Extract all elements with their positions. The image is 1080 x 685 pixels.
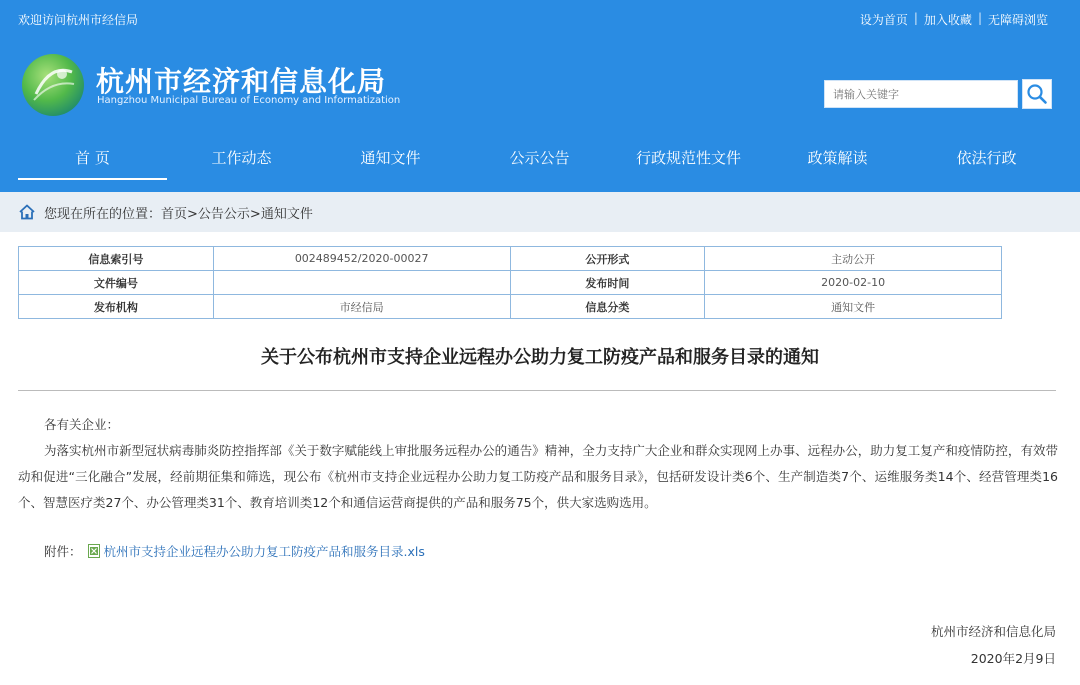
info-label: 发布机构 bbox=[19, 295, 214, 319]
separator: | bbox=[977, 11, 982, 25]
home-icon bbox=[18, 203, 36, 221]
site-title[interactable]: 杭州市经济和信息化局 bbox=[96, 65, 387, 98]
breadcrumb-home[interactable]: 首页> bbox=[161, 206, 198, 222]
info-value: 市经信局 bbox=[213, 295, 510, 319]
breadcrumb-announcements[interactable]: 公告公示> bbox=[197, 206, 261, 222]
info-value: 002489452/2020-00027 bbox=[213, 247, 510, 271]
document-body bbox=[18, 412, 1058, 516]
info-label: 公开形式 bbox=[510, 247, 705, 271]
signature-organization: 杭州市经济和信息化局 bbox=[930, 624, 1056, 639]
info-label: 发布时间 bbox=[510, 271, 705, 295]
excel-file-icon bbox=[88, 544, 100, 558]
info-value bbox=[213, 271, 510, 295]
info-label: 信息索引号 bbox=[19, 247, 214, 271]
set-home-link[interactable]: 设为首页 bbox=[859, 13, 908, 27]
info-value: 2020-02-10 bbox=[705, 271, 1002, 295]
accessible-browse-link[interactable]: 无障碍浏览 bbox=[987, 13, 1048, 27]
breadcrumb-prefix: 您现在所在的位置： bbox=[44, 206, 162, 222]
nav-announcements[interactable]: 公示公告 bbox=[509, 149, 570, 167]
nav-work-news[interactable]: 工作动态 bbox=[211, 149, 272, 167]
signature-date: 2020年2月9日 bbox=[970, 651, 1056, 666]
info-label: 文件编号 bbox=[19, 271, 214, 295]
city-emblem-icon[interactable] bbox=[22, 54, 84, 116]
top-links bbox=[860, 11, 1048, 28]
breadcrumb bbox=[0, 192, 1080, 232]
table-row bbox=[19, 271, 1002, 295]
title-divider bbox=[18, 390, 1056, 391]
nav-home[interactable]: 首 页 bbox=[18, 140, 167, 180]
search-icon bbox=[1026, 83, 1048, 105]
attachment bbox=[44, 542, 425, 560]
add-favorite-link[interactable]: 加入收藏 bbox=[923, 13, 972, 27]
document-info-table bbox=[18, 246, 1002, 319]
info-value: 主动公开 bbox=[705, 247, 1002, 271]
table-row bbox=[19, 295, 1002, 319]
welcome-text: 欢迎访问杭州市经信局 bbox=[18, 13, 139, 27]
body-paragraph: 为落实杭州市新型冠状病毒肺炎防控指挥部《关于数字赋能线上审批服务远程办公的通告》精神，全力支持广大企业和群众实现网上办事、远程办公，助力复工复产和疫情防控，有效带动和促进“三化融合”发展，经前期征集和筛选，现公布《杭州市支持企业远程办公助力复工防疫产品和服务目录》，包括研发设计类6个、生产制造类7个、运维服务类14个、经营管理类16个、智慧医疗类27个、办公管理类31个、教育培训类12个和通信运营商提供的产品和服务75个，供大家选购选用。 bbox=[18, 443, 1058, 510]
attachment-label: 附件： bbox=[44, 544, 82, 559]
search-box bbox=[824, 80, 1018, 108]
breadcrumb-notices[interactable]: 通知文件 bbox=[260, 206, 313, 222]
main-nav bbox=[18, 140, 1062, 180]
top-bar bbox=[0, 0, 1080, 36]
site-subtitle: Hangzhou Municipal Bureau of Economy and Informatization bbox=[97, 95, 401, 106]
site-header bbox=[0, 0, 1080, 192]
attachment-link[interactable]: 杭州市支持企业远程办公助力复工防疫产品和服务目录.xls bbox=[103, 544, 425, 559]
separator: | bbox=[913, 11, 918, 25]
search-input[interactable] bbox=[825, 81, 1017, 107]
nav-regulatory-docs[interactable]: 行政规范性文件 bbox=[635, 149, 741, 167]
nav-law-administration[interactable]: 依法行政 bbox=[956, 149, 1017, 167]
greeting: 各有关企业： bbox=[44, 417, 120, 432]
document-title: 关于公布杭州市支持企业远程办公助力复工防疫产品和服务目录的通知 bbox=[261, 347, 819, 368]
table-row bbox=[19, 247, 1002, 271]
info-value: 通知文件 bbox=[705, 295, 1002, 319]
search-button[interactable] bbox=[1022, 79, 1052, 109]
nav-notices[interactable]: 通知文件 bbox=[360, 149, 421, 167]
nav-policy-interpretation[interactable]: 政策解读 bbox=[807, 149, 868, 167]
info-label: 信息分类 bbox=[510, 295, 705, 319]
